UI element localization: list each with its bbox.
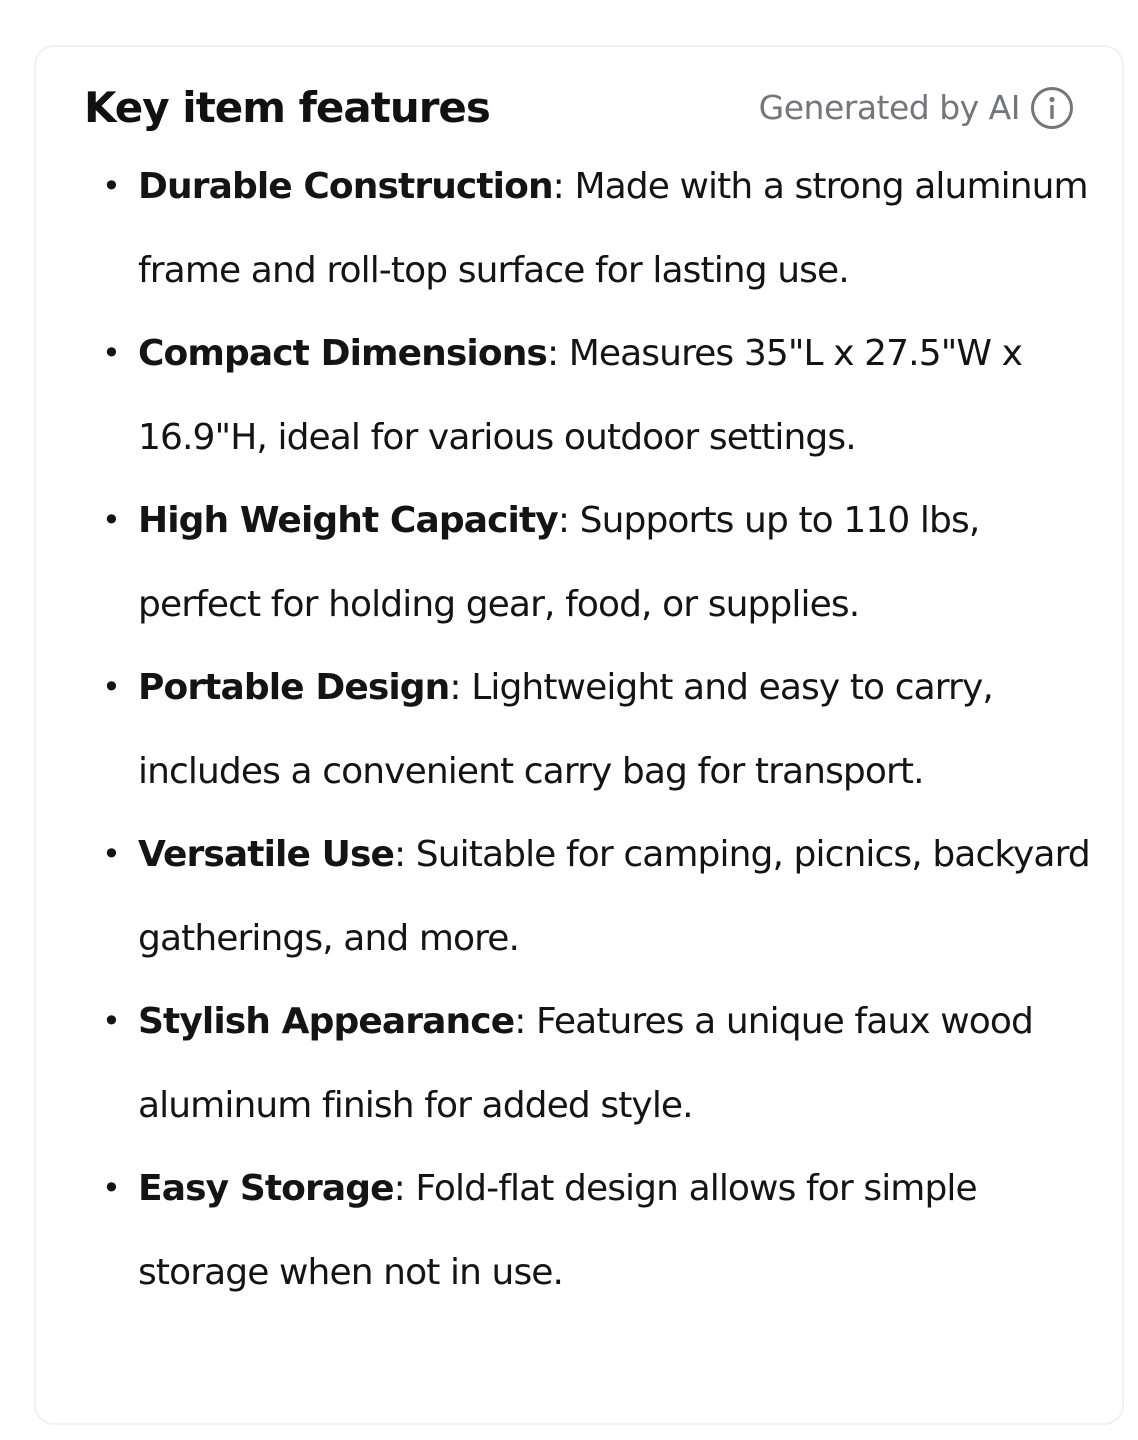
- bullet: •: [102, 1002, 120, 1040]
- feature-separator: :: [514, 1001, 536, 1042]
- feature-description: Fold-flat design allows for simple storage when not in use.: [138, 1168, 977, 1293]
- feature-description: Lightweight and easy to carry, includes a convenient carry bag for transport.: [138, 667, 993, 792]
- feature-name: Portable Design: [138, 667, 450, 708]
- feature-item-portable-design: [96, 646, 1096, 813]
- feature-item-compact-dimensions: [96, 312, 1096, 479]
- feature-name: Stylish Appearance: [138, 1001, 515, 1042]
- feature-name: Easy Storage: [138, 1168, 394, 1209]
- feature-name: Durable Construction: [138, 166, 553, 207]
- feature-item-stylish-appearance: [96, 980, 1096, 1147]
- info-circle-icon[interactable]: [1030, 86, 1074, 130]
- feature-description: Made with a strong aluminum frame and roll-top surface for lasting use.: [138, 166, 1088, 291]
- feature-separator: :: [557, 500, 580, 541]
- bullet: •: [102, 334, 120, 372]
- feature-description: Suitable for camping, picnics, backyard gatherings, and more.: [138, 834, 1090, 959]
- bullet: •: [102, 501, 120, 539]
- feature-description: Measures 35"L x 27.5"W x 16.9"H, ideal for various outdoor settings.: [138, 333, 1023, 458]
- feature-name: Versatile Use: [138, 834, 394, 875]
- section-title: Key item features: [84, 83, 490, 132]
- feature-item-high-weight-capacity: [96, 479, 1096, 646]
- feature-description: Supports up to 110 lbs, perfect for holding gear, food, or supplies.: [138, 500, 980, 625]
- feature-item-easy-storage: [96, 1147, 1096, 1314]
- feature-separator: :: [546, 333, 569, 374]
- feature-item-durable-construction: [96, 145, 1096, 312]
- feature-description: Features a unique faux wood aluminum finish for added style.: [138, 1001, 1033, 1126]
- feature-separator: :: [552, 166, 575, 207]
- feature-name: High Weight Capacity: [138, 500, 558, 541]
- generated-by-ai-badge[interactable]: [759, 84, 1074, 132]
- bullet: •: [102, 167, 120, 205]
- bullet: •: [102, 1169, 120, 1207]
- bullet: •: [102, 668, 120, 706]
- feature-separator: :: [393, 1168, 416, 1209]
- feature-separator: :: [394, 834, 416, 875]
- feature-separator: :: [449, 667, 472, 708]
- feature-name: Compact Dimensions: [138, 333, 547, 374]
- generated-by-ai-label: Generated by AI: [758, 88, 1020, 127]
- feature-list: [96, 145, 1096, 1314]
- bullet: •: [102, 835, 120, 873]
- features-header: [84, 78, 1074, 138]
- feature-item-versatile-use: [96, 813, 1096, 980]
